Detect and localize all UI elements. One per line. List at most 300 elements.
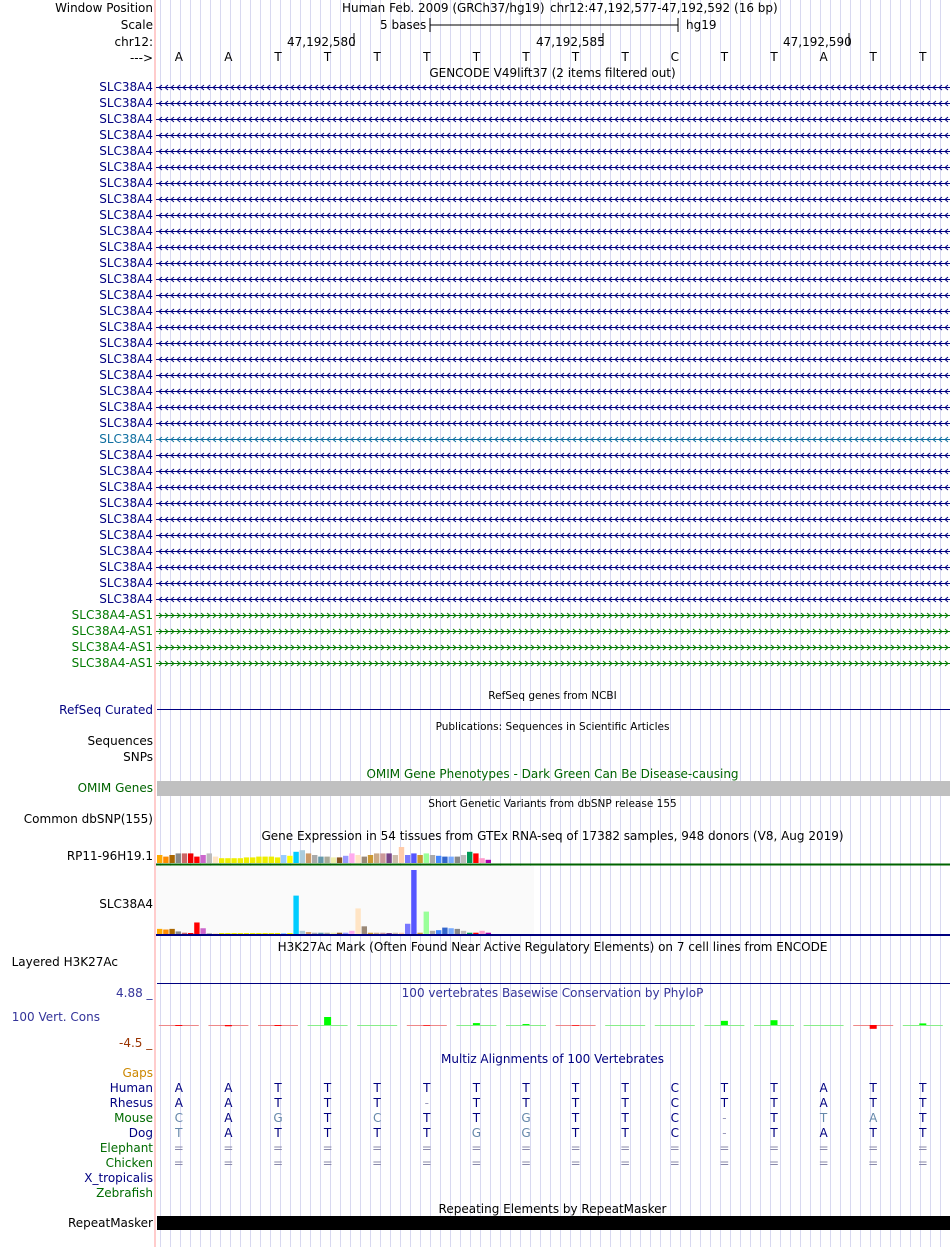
alignment-base: = [471, 1156, 482, 1170]
gene-label[interactable]: SLC38A4 [99, 304, 153, 318]
alignment-base: = [223, 1156, 234, 1170]
dbsnp-title: Short Genetic Variants from dbSNP release 155 [428, 798, 677, 810]
alignment-base: T [274, 1081, 282, 1095]
alignment-base: T [423, 1081, 431, 1095]
gtex-gene2-bar [176, 931, 181, 934]
gene-track [156, 581, 950, 586]
gene-label-antisense[interactable]: SLC38A4-AS1 [71, 656, 153, 670]
gtex-gene1-bar [213, 857, 218, 863]
alignment-base: = [372, 1156, 383, 1170]
gene-label[interactable]: SLC38A4 [99, 192, 153, 206]
alignment-base: = [917, 1156, 928, 1170]
alignment-base: G [273, 1111, 283, 1125]
alignment-base: T [720, 1081, 729, 1095]
phylop-title: 100 vertebrates Basewise Conservation by PhyloP [401, 986, 704, 1000]
alignment-base: A [174, 1096, 183, 1110]
gtex-gene1-bar [368, 855, 373, 863]
alignment-base: = [322, 1156, 333, 1170]
alignment-base: T [621, 1081, 629, 1095]
gencode-tracks[interactable] [156, 80, 950, 688]
h3k27ac-label[interactable]: Layered H3K27Ac [11, 955, 118, 969]
gtex-gene1-bar [424, 853, 429, 863]
gene-track [156, 357, 950, 362]
multiz-gaps-label[interactable]: Gaps [122, 1066, 153, 1080]
alignment-base: T [323, 1111, 332, 1125]
gene-label[interactable]: SLC38A4 [99, 448, 153, 462]
alignment-base: = [917, 1141, 928, 1155]
alignment-base: T [373, 1081, 381, 1095]
gene-label[interactable]: SLC38A4 [99, 416, 153, 430]
dbsnp-label[interactable]: Common dbSNP(155) [23, 812, 153, 826]
alignment-base: A [819, 1126, 828, 1140]
gtex-gene1-bar [455, 857, 460, 863]
alignment-base: T [919, 1126, 927, 1140]
alignment-base: = [570, 1141, 581, 1155]
gtex-gene1-bar [430, 855, 435, 863]
gtex-gene2-bar [194, 922, 199, 934]
alignment-base: G [521, 1111, 531, 1125]
alignment-base: T [175, 1126, 183, 1140]
gtex-gene2-bar [157, 929, 162, 934]
gtex-gene2-bar [306, 932, 311, 934]
window-position-label: Window Position [55, 1, 153, 15]
alignment-base: T [423, 1111, 431, 1125]
alignment-base: C [372, 1111, 382, 1125]
base-letter: C [670, 50, 679, 64]
alignment-base: A [174, 1081, 183, 1095]
species-label[interactable]: Chicken [105, 1156, 153, 1170]
antisense-gene-track [156, 613, 950, 618]
alignment-base: G [521, 1126, 531, 1140]
gtex-gene2-bar [188, 933, 193, 934]
alignment-base: T [571, 1096, 580, 1110]
alignment-base: = [272, 1156, 284, 1170]
gtex-gene2-bar [473, 933, 478, 934]
antisense-gene-track [156, 645, 950, 650]
base-letter: T [274, 50, 282, 64]
alignment-base: T [373, 1096, 381, 1110]
alignment-base: = [719, 1141, 730, 1155]
gene-label[interactable]: SLC38A4 [99, 112, 153, 126]
alignment-base: A [869, 1111, 878, 1125]
gtex-gene2-bar [436, 930, 441, 934]
phylop-ymin: -4.5 _ [119, 1036, 153, 1050]
gtex-gene1-bar [275, 857, 280, 863]
gtex-gene1-bar [176, 853, 181, 863]
gtex-gene1-bar [355, 855, 360, 863]
alignment-base: T [571, 1126, 580, 1140]
gene-track [156, 341, 950, 346]
base-letter: T [770, 50, 778, 64]
gtex-gene1-bar [461, 855, 466, 863]
phylop-bar [870, 1025, 877, 1029]
gtex-gene1-bar [244, 857, 249, 863]
gene-track [156, 197, 950, 202]
scale-db-text: hg19 [686, 18, 717, 32]
gtex-gene2-bar [430, 931, 435, 934]
gene-label[interactable]: SLC38A4 [99, 176, 153, 190]
gene-label[interactable]: SLC38A4 [99, 160, 153, 174]
gtex-gene2-bar [442, 928, 447, 934]
alignment-base: = [818, 1156, 829, 1170]
gtex-gene1-bar [157, 855, 162, 863]
gtex-gene2-bar [207, 933, 212, 934]
coord-ticks [350, 33, 850, 47]
alignment-base: T [522, 1081, 530, 1095]
gtex-gene1-bar [269, 857, 274, 863]
gtex-gene1-bar [374, 853, 379, 863]
gtex-gene2-bar [262, 933, 267, 934]
gtex-gene2-bar [337, 933, 342, 934]
gene-track [156, 261, 950, 266]
phylop-bar [572, 1025, 579, 1026]
alignment-base: T [323, 1081, 332, 1095]
alignment-base: = [620, 1156, 631, 1170]
phylop-chart[interactable] [156, 1008, 950, 1036]
alignment-base: A [224, 1096, 233, 1110]
gene-track [156, 229, 950, 234]
gene-track [156, 405, 950, 410]
base-letter: T [621, 50, 629, 64]
alignment-base: T [373, 1126, 381, 1140]
gtex-gene1-bar [300, 850, 305, 863]
gtex-gene2-bar [231, 933, 236, 934]
alignment-base: = [322, 1141, 333, 1155]
gtex-gene2-bar [287, 933, 292, 934]
alignment-base: T [819, 1111, 828, 1125]
species-label[interactable]: Elephant [99, 1141, 153, 1155]
gtex-gene1-bar [188, 853, 193, 863]
gencode-title: GENCODE V49lift37 (2 items filtered out) [429, 66, 676, 80]
gtex-gene1-bar [194, 857, 199, 863]
gene-track [156, 437, 950, 442]
gtex-gene2-bar [411, 870, 416, 934]
gene-track [156, 597, 950, 602]
gene-label[interactable]: SLC38A4 [99, 368, 153, 382]
alignment-base: T [472, 1111, 481, 1125]
antisense-gene-track [156, 629, 950, 634]
gtex-gene1-bar [169, 855, 174, 863]
alignment-base: T [770, 1111, 778, 1125]
alignment-base: = [768, 1156, 780, 1170]
alignment-base: = [620, 1141, 631, 1155]
repeatmasker-label[interactable]: RepeatMasker [67, 1216, 153, 1230]
gtex-gene1-bar [281, 855, 286, 863]
gene-label[interactable]: SLC38A4 [99, 400, 153, 414]
gene-track [156, 293, 950, 298]
gene-label[interactable]: SLC38A4 [99, 592, 153, 606]
alignment-base: T [869, 1126, 877, 1140]
gtex-gene1-bar [411, 853, 416, 863]
gtex-gene2-background [156, 866, 534, 934]
gtex-gene2-label[interactable]: SLC38A4 [99, 897, 153, 911]
gtex-gene2-bar [213, 933, 218, 934]
gene-label[interactable]: SLC38A4 [99, 80, 153, 94]
gene-label[interactable]: SLC38A4 [99, 336, 153, 350]
gtex-gene1-bar [324, 857, 329, 863]
gtex-gene2-bar [374, 933, 379, 934]
gtex-gene1-bar [479, 858, 484, 863]
gtex-gene1-bar [238, 858, 243, 863]
phylop-bar [771, 1020, 778, 1025]
alignment-base: = [421, 1141, 432, 1155]
coord-3: 47,192,590 [783, 35, 852, 49]
gtex-gene2-bar [238, 933, 243, 934]
gtex-gene1-bar [436, 856, 441, 863]
alignment-base: A [819, 1081, 828, 1095]
gtex-gene1-bar [386, 853, 391, 863]
alignment-base: = [372, 1141, 383, 1155]
base-letter: T [423, 50, 431, 64]
gene-label[interactable]: SLC38A4 [99, 528, 153, 542]
alignment-base: T [869, 1081, 877, 1095]
gtex-gene2-bar [318, 933, 323, 934]
alignment-base: C [670, 1081, 679, 1095]
gene-track [156, 469, 950, 474]
gene-track [156, 453, 950, 458]
gtex-gene2-bar [461, 931, 466, 934]
gene-label[interactable]: SLC38A4 [99, 272, 153, 286]
gtex-gene2-bar [405, 924, 410, 934]
gene-label[interactable]: SLC38A4 [99, 384, 153, 398]
alignment-base: = [570, 1156, 581, 1170]
alignment-base: T [423, 1126, 431, 1140]
alignment-base: T [621, 1096, 629, 1110]
omim-bar[interactable] [157, 781, 950, 796]
gtex-gene1-bar [393, 855, 398, 863]
gene-track [156, 485, 950, 490]
gtex-gene1-bar [318, 857, 323, 863]
publications-sequences-label[interactable]: Sequences [87, 734, 153, 748]
gtex-gene2-bar [349, 931, 354, 934]
gtex-gene1-bar [231, 858, 236, 863]
alignment-base: - [722, 1126, 727, 1140]
h3k27ac-title: H3K27Ac Mark (Often Found Near Active Regulatory Elements) on 7 cell lines from ENCODE [277, 940, 828, 954]
gtex-gene1-bar [467, 852, 472, 863]
gtex-gene2-bar [275, 933, 280, 934]
gene-label[interactable]: SLC38A4 [99, 256, 153, 270]
alignment-base: = [719, 1156, 730, 1170]
gene-label[interactable]: SLC38A4 [99, 512, 153, 526]
assembly-title: Human Feb. 2009 (GRCh37/hg19) [342, 1, 545, 15]
gene-label[interactable]: SLC38A4 [99, 96, 153, 110]
base-letter: T [720, 50, 729, 64]
gtex-gene1-bar [200, 855, 205, 863]
gene-label[interactable]: SLC38A4 [99, 240, 153, 254]
alignment-base: = [520, 1141, 532, 1155]
alignment-base: T [522, 1096, 530, 1110]
gene-label-antisense[interactable]: SLC38A4-AS1 [71, 608, 153, 622]
multiz-title: Multiz Alignments of 100 Vertebrates [440, 1052, 665, 1066]
gtex-gene2-bar [269, 933, 274, 934]
gene-label[interactable]: SLC38A4 [99, 144, 153, 158]
gene-label[interactable]: SLC38A4 [99, 320, 153, 334]
gtex-gene2-bar [219, 933, 224, 934]
gene-label[interactable]: SLC38A4 [99, 464, 153, 478]
gene-label[interactable]: SLC38A4 [99, 480, 153, 494]
refseq-label[interactable]: RefSeq Curated [59, 703, 153, 717]
gtex-gene2-bar [312, 933, 317, 934]
gtex-gene1-bar [219, 858, 224, 863]
phylop-bar [225, 1025, 232, 1026]
species-label[interactable]: Human [109, 1081, 153, 1095]
gene-label[interactable]: SLC38A4 [99, 576, 153, 590]
gene-track [156, 149, 950, 154]
gtex-gene2-bar [399, 933, 404, 934]
gene-track [156, 517, 950, 522]
base-letter: T [869, 50, 877, 64]
gtex-gene1-bar [337, 857, 342, 863]
gene-label[interactable]: SLC38A4 [99, 128, 153, 142]
alignment-base: - [722, 1111, 727, 1125]
gtex-gene2-bar [169, 929, 174, 934]
gtex-gene2-bar [467, 933, 472, 934]
gtex-gene1-bar [287, 856, 292, 863]
alignment-base: = [421, 1156, 432, 1170]
gene-track [156, 325, 950, 330]
species-label[interactable]: X_tropicalis [84, 1171, 153, 1185]
gtex-gene2-bar [368, 933, 373, 934]
phylop-bar [324, 1017, 331, 1025]
gtex-gene2-bar [479, 931, 484, 934]
alignment-base: = [868, 1156, 879, 1170]
gtex-gene2-bar [182, 933, 187, 934]
base-letter: T [919, 50, 927, 64]
gtex-gene2-bar [486, 933, 491, 934]
alignment-base: A [224, 1081, 233, 1095]
gtex-gene2-bar [424, 912, 429, 934]
gene-track [156, 165, 950, 170]
gtex-gene1-bar [293, 852, 298, 863]
alignment-base: T [274, 1096, 282, 1110]
species-label[interactable]: Zebrafish [96, 1186, 153, 1200]
phylop-bar [721, 1021, 728, 1025]
omim-label[interactable]: OMIM Genes [77, 781, 153, 795]
gtex-gene1-bar [442, 857, 447, 863]
publications-snps-label[interactable]: SNPs [123, 750, 153, 764]
gene-track [156, 101, 950, 106]
gene-track [156, 565, 950, 570]
gene-track [156, 549, 950, 554]
alignment-base: = [471, 1141, 482, 1155]
gene-track [156, 181, 950, 186]
alignment-base: = [669, 1156, 680, 1170]
gtex-gene1-bar [349, 853, 354, 863]
phylop-bar [423, 1025, 430, 1026]
scale-bar [428, 17, 682, 33]
gene-track [156, 133, 950, 138]
alignment-base: = [173, 1141, 184, 1155]
gtex-gene1-bar [473, 853, 478, 863]
gtex-gene1-bar [163, 857, 168, 863]
base-letter: A [224, 50, 233, 64]
phylop-bar [275, 1025, 282, 1026]
gtex-gene1-bar [262, 857, 267, 863]
omim-title: OMIM Gene Phenotypes - Dark Green Can Be Disease-causing [366, 767, 739, 781]
gene-label[interactable]: SLC38A4 [99, 224, 153, 238]
gene-track [156, 501, 950, 506]
alignment-base: = [868, 1141, 879, 1155]
gtex-title: Gene Expression in 54 tissues from GTEx RNA-seq of 17382 samples, 948 donors (V8, Aug 2019) [261, 829, 844, 843]
scale-bases-text: 5 bases [380, 18, 427, 32]
phylop-bar [473, 1023, 480, 1025]
phylop-label[interactable]: 100 Vert. Cons [11, 1010, 100, 1024]
gtex-gene2-bar [362, 926, 367, 934]
gene-label-antisense[interactable]: SLC38A4-AS1 [71, 640, 153, 654]
gene-label[interactable]: SLC38A4 [99, 560, 153, 574]
alignment-base: = [768, 1141, 780, 1155]
gene-label[interactable]: SLC38A4 [99, 208, 153, 222]
gene-label[interactable]: SLC38A4 [99, 288, 153, 302]
gene-track [156, 309, 950, 314]
gtex-gene2-bar [293, 896, 298, 934]
refseq-title: RefSeq genes from NCBI [488, 690, 617, 702]
gtex-gene1-bar [250, 857, 255, 863]
alignment-base: T [571, 1111, 580, 1125]
gtex-gene2-bar [163, 930, 168, 934]
alignment-base: = [669, 1141, 680, 1155]
gene-track [156, 85, 950, 90]
gtex-gene2-bar [448, 928, 453, 934]
coord-1: 47,192,580 [287, 35, 356, 49]
base-letter: A [819, 50, 828, 64]
gtex-gene1-label[interactable]: RP11-96H19.1 [66, 849, 153, 863]
gtex-gene2-bar [281, 933, 286, 934]
gtex-gene2-bar [256, 933, 261, 934]
gene-track [156, 389, 950, 394]
species-label[interactable]: Dog [128, 1126, 153, 1140]
gene-label[interactable]: SLC38A4 [99, 352, 153, 366]
alignment-base: A [224, 1111, 233, 1125]
h3k27ac-baseline [157, 983, 950, 984]
gene-label[interactable]: SLC38A4 [99, 496, 153, 510]
gtex-gene1-bar [331, 857, 336, 863]
alignment-base: T [770, 1096, 778, 1110]
refseq-line[interactable] [157, 709, 950, 710]
species-label[interactable]: Rhesus [109, 1096, 153, 1110]
position-text: chr12:47,192,577-47,192,592 (16 bp) [550, 1, 778, 15]
gene-track [156, 117, 950, 122]
gene-label[interactable]: SLC38A4 [99, 432, 153, 446]
gtex-gene1-bar [405, 855, 410, 863]
gtex-gene2-bar [343, 933, 348, 934]
gene-track [156, 373, 950, 378]
alignment-base: T [919, 1111, 927, 1125]
gene-label[interactable]: SLC38A4 [99, 544, 153, 558]
gene-label-antisense[interactable]: SLC38A4-AS1 [71, 624, 153, 638]
gtex-chart[interactable] [156, 842, 950, 938]
gtex-gene2-bar [355, 908, 360, 934]
phylop-ymax: 4.88 _ [116, 986, 153, 1000]
repeatmasker-bar[interactable] [157, 1216, 950, 1230]
gtex-gene2-bar [331, 933, 336, 934]
alignment-base: = [173, 1156, 184, 1170]
alignment-base: - [424, 1096, 429, 1110]
coord-2: 47,192,585 [536, 35, 605, 49]
alignment-base: T [919, 1096, 927, 1110]
species-label[interactable]: Mouse [114, 1111, 153, 1125]
chrom-label: chr12: [114, 35, 153, 49]
alignment-base: T [472, 1096, 481, 1110]
antisense-gene-track [156, 661, 950, 666]
alignment-base: T [770, 1126, 778, 1140]
gtex-gene2-bar [417, 933, 422, 934]
alignment-base: T [323, 1126, 332, 1140]
gtex-gene2-bar [455, 929, 460, 934]
gtex-gene1-bar [256, 857, 261, 863]
phylop-bar [175, 1025, 182, 1026]
base-letter: T [522, 50, 530, 64]
